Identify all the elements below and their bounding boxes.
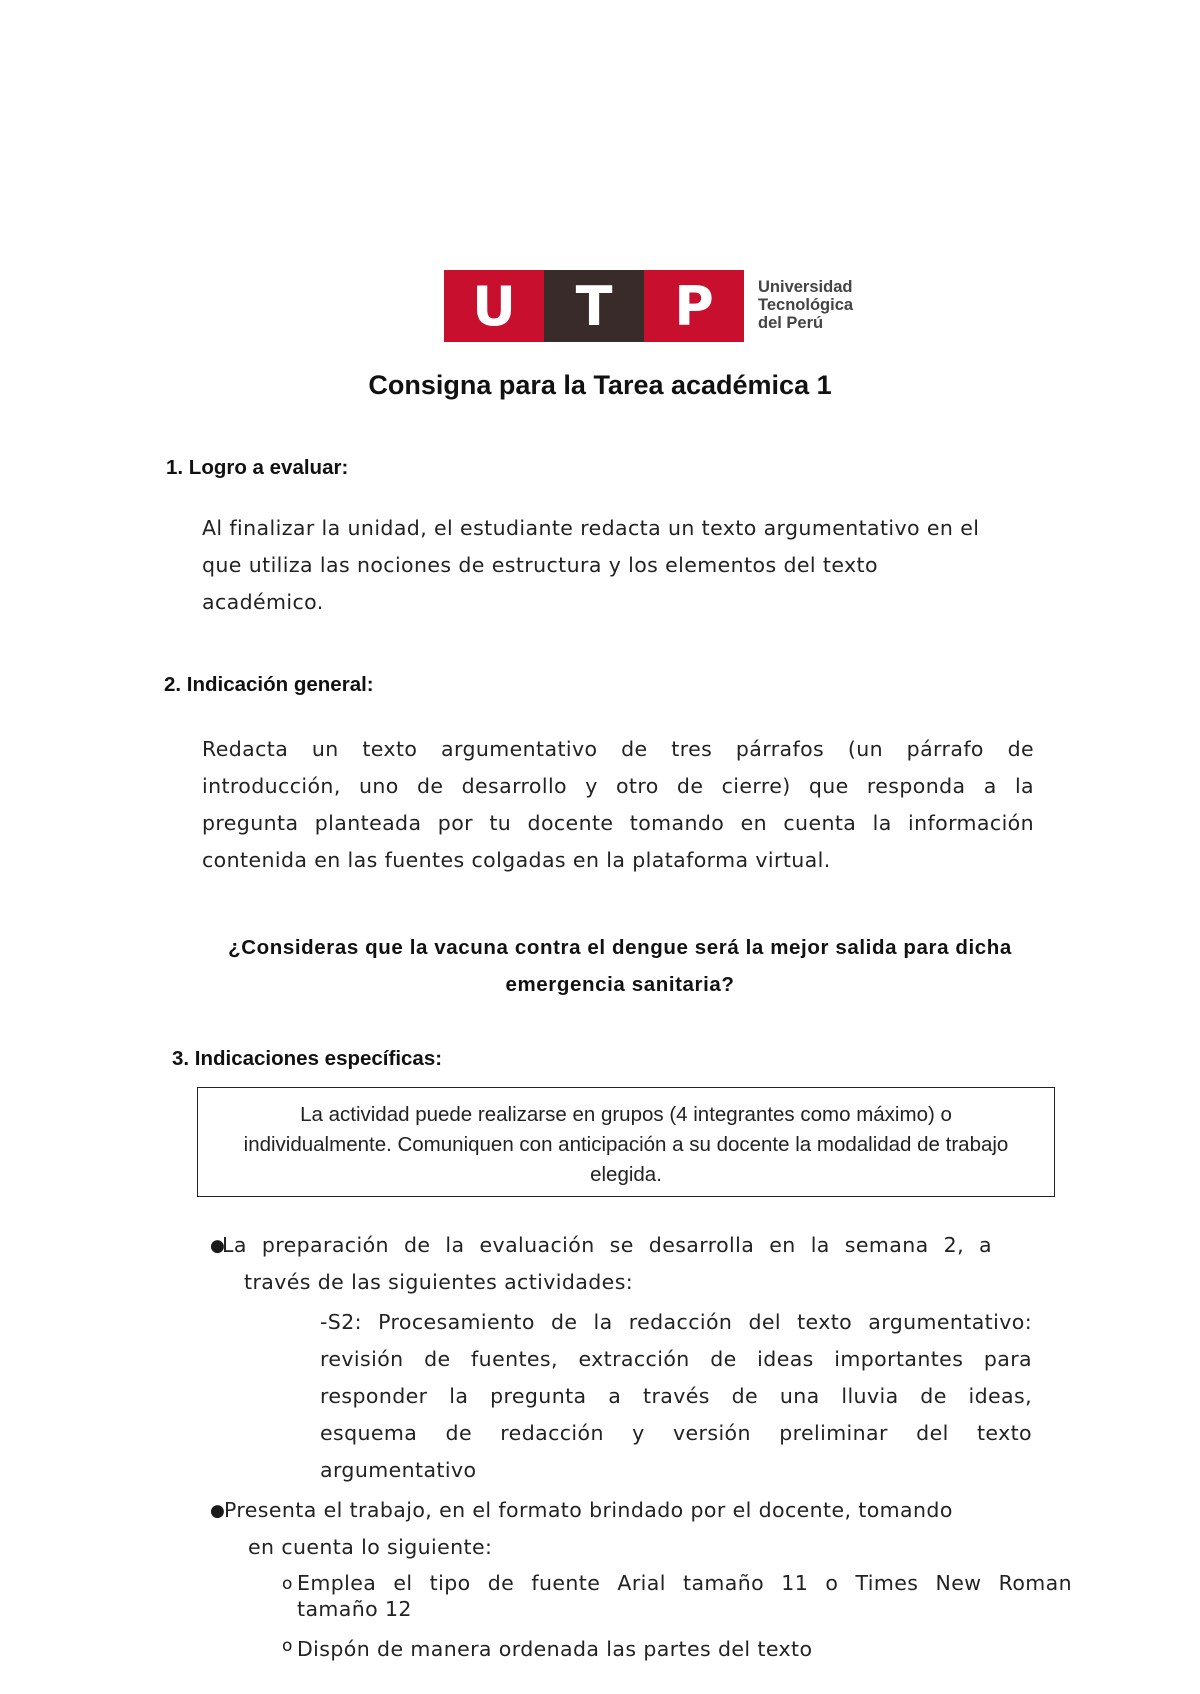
box-line: elegida. [590, 1163, 662, 1186]
bullet-icon: ● [210, 1236, 225, 1256]
bullet-1-line-2: través de las siguientes actividades: [244, 1270, 634, 1294]
subitem-line: Emplea el tipo de fuente Arial tamaño 11 o Times New Roman [297, 1571, 1072, 1595]
box-line: individualmente. Comuniquen con anticipación a su docente la modalidad de trabajo [243, 1133, 1009, 1156]
paragraph-line: que utiliza las nociones de estructura y los elementos del texto [202, 553, 878, 577]
bullet-2-line-1: Presenta el trabajo, en el formato brindado por el docente, tomando [224, 1498, 953, 1522]
section-3-heading: 3. Indicaciones específicas: [172, 1047, 443, 1070]
utp-logo [444, 270, 853, 342]
bullet-icon: ● [210, 1501, 225, 1521]
paragraph-line: académico. [202, 590, 324, 614]
section-2-heading: 2. Indicación general: [164, 673, 374, 696]
section-2-paragraph [202, 731, 1034, 879]
paragraph-line: Al finalizar la unidad, el estudiante redacta un texto argumentativo en el [202, 516, 980, 540]
bullet-2-subitem-2: Dispón de manera ordenada las partes del texto [297, 1637, 813, 1661]
paragraph-line: Redacta un texto argumentativo de tres párrafos (un párrafo de [202, 737, 1034, 761]
logo-university-name [758, 270, 853, 342]
question-line: ¿Consideras que la vacuna contra el dengue será la mejor salida para dicha [228, 936, 1012, 959]
guiding-question [200, 929, 1040, 1003]
bullet-1-text: La preparación de la evaluación se desarrolla en la semana 2, a [222, 1233, 992, 1257]
logo-name-line: del Perú [758, 314, 824, 332]
bullet-2-subitem-1 [297, 1570, 1072, 1622]
section-1-heading: 1. Logro a evaluar: [166, 456, 349, 479]
circle-bullet-icon: o [282, 1636, 293, 1656]
logo-letter-t: T [544, 270, 644, 342]
subitem-line: -S2: Procesamiento de la redacción del texto argumentativo: [320, 1310, 1032, 1334]
question-line: emergencia sanitaria? [505, 973, 735, 996]
paragraph-line: contenida en las fuentes colgadas en la plataforma virtual. [202, 848, 831, 872]
subitem-line: tamaño 12 [297, 1597, 412, 1621]
box-line: La actividad puede realizarse en grupos (4 integrantes como máximo) o [300, 1103, 952, 1126]
page-title: Consigna para la Tarea académica 1 [368, 370, 832, 400]
subitem-line: responder la pregunta a través de una lluvia de ideas, [320, 1384, 1032, 1408]
bullet-1-line-1 [222, 1227, 992, 1264]
subitem-line: argumentativo [320, 1458, 477, 1482]
section-1-paragraph [202, 510, 1032, 621]
subitem-line: esquema de redacción y versión preliminar del texto [320, 1421, 1032, 1445]
bullet-2-line-2: en cuenta lo siguiente: [248, 1535, 493, 1559]
group-activity-box [197, 1087, 1055, 1197]
circle-bullet-icon: o [282, 1574, 293, 1594]
logo-letter-p: P [644, 270, 744, 342]
logo-name-line: Universidad [758, 278, 853, 296]
bullet-1-subitem [320, 1304, 1032, 1489]
paragraph-line: introducción, uno de desarrollo y otro de cierre) que responda a la [202, 774, 1034, 798]
subitem-line: revisión de fuentes, extracción de ideas importantes para [320, 1347, 1032, 1371]
logo-letter-u: U [444, 270, 544, 342]
logo-name-line: Tecnológica [758, 296, 854, 314]
paragraph-line: pregunta planteada por tu docente tomando en cuenta la información [202, 811, 1034, 835]
